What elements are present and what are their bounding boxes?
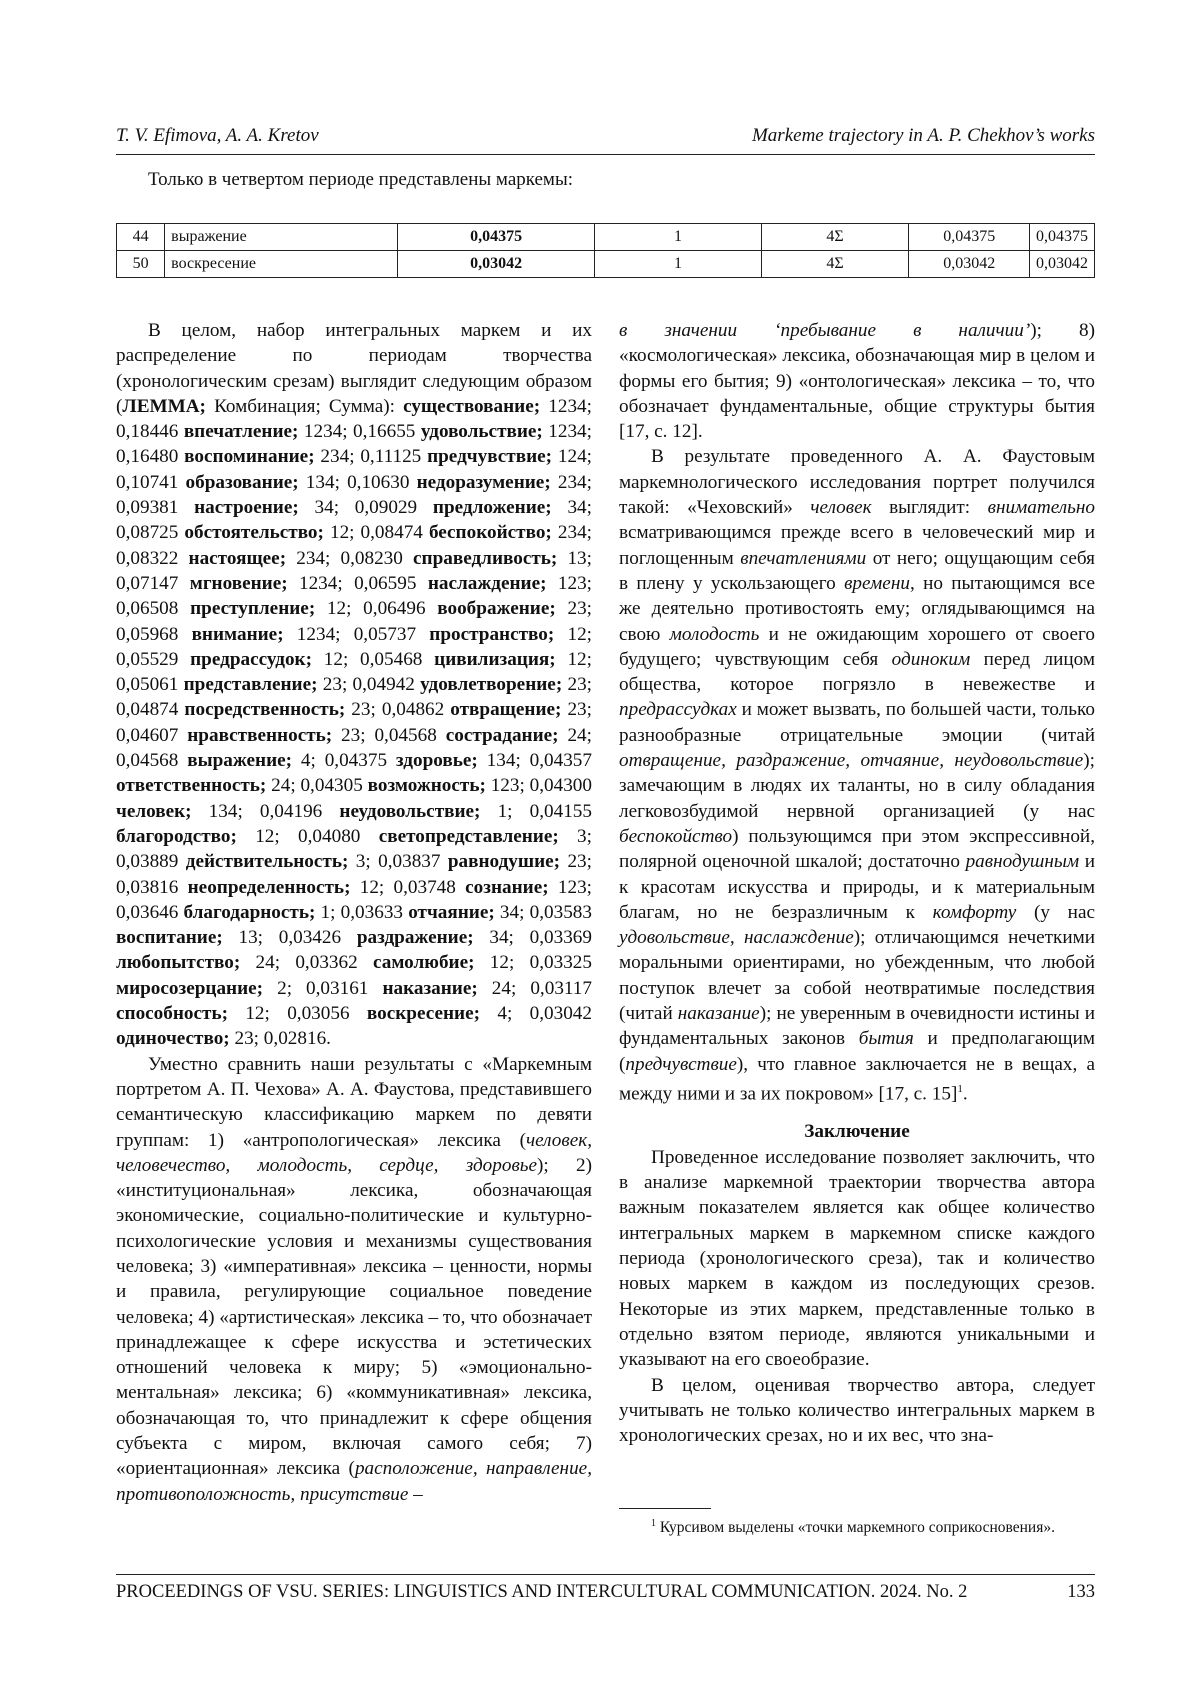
table-cell: 1	[595, 251, 762, 278]
table-cell: 0,04375	[909, 224, 1030, 251]
intro-paragraph: Только в четвертом периоде представлены маркемы:	[116, 168, 592, 192]
paragraph-conclusion-2: В целом, оценивая творчество автора, следует учитывать не только количество интегральных маркем в хронологических срезах, но и их вес, что зна-	[619, 1373, 1095, 1449]
markeme-table	[116, 223, 1095, 278]
footnote: 1 Курсивом выделены «точки маркемного соприкосновения».	[619, 1513, 1095, 1539]
section-title: Заключение	[619, 1119, 1095, 1144]
footnote-text: Курсивом выделены «точки маркемного соприкосновения».	[660, 1519, 1055, 1536]
footnote-separator	[619, 1508, 711, 1509]
running-header	[116, 124, 1095, 155]
table-cell: 44	[117, 224, 165, 251]
table-cell: 0,04375	[398, 224, 595, 251]
paragraph-continued: в значении ‘пребывание в наличии’); 8) «космологическая» лексика, обозначающая мир в целом и формы его бытия; 9) «онтологическая» лексика – то, что обозначает фундаментальные, общие структуры бытия [17, с. 12].	[619, 318, 1095, 444]
footer-journal: PROCEEDINGS OF VSU. SERIES: LINGUISTICS AND INTERCULTURAL COMMUNICATION. 2024. No. 2	[116, 1580, 967, 1604]
table-cell: 0,04375	[1030, 224, 1095, 251]
paragraph-markeme-list: В целом, набор интегральных маркем и их распределение по периодам творчества (хронологическим срезам) выглядит следующим образом (ЛЕММА; Комбинация; Сумма): существование; 1234; 0,18446 впечатление; 1234; 0,16655 удовольствие; 1234; 0,16480 воспоминание; 234; 0,11125 предчувствие; 124; 0,10741 образование; 134; 0,10630 недоразумение; 234; 0,09381 настроение; 34; 0,09029 предложение; 34; 0,08725 обстоятельство; 12; 0,08474 беспокойство; 234; 0,08322 настоящее; 234; 0,08230 справедливость; 13; 0,07147 мгновение; 1234; 0,06595 наслаждение; 123; 0,06508 преступление; 12; 0,06496 воображение; 23; 0,05968 внимание; 1234; 0,05737 пространство; 12; 0,05529 предрассудок; 12; 0,05468 цивилизация; 12; 0,05061 представление; 23; 0,04942 удовлетворение; 23; 0,04874 посредственность; 23; 0,04862 отвращение; 23; 0,04607 нравственность; 23; 0,04568 сострадание; 24; 0,04568 выражение; 4; 0,04375 здоровье; 134; 0,04357 ответственность; 24; 0,04305 возможность; 123; 0,04300 человек; 134; 0,04196 неудовольствие; 1; 0,04155 благородство; 12; 0,04080 светопредставление; 3; 0,03889 действительность; 3; 0,03837 равнодушие; 23; 0,03816 неопределенность; 12; 0,03748 сознание; 123; 0,03646 благодарность; 1; 0,03633 отчаяние; 34; 0,03583 воспитание; 13; 0,03426 раздражение; 34; 0,03369 любопытство; 24; 0,03362 самолюбие; 12; 0,03325 миросозерцание; 2; 0,03161 наказание; 24; 0,03117 способность; 12; 0,03056 воскресение; 4; 0,03042 одиночество; 23; 0,02816.	[116, 318, 592, 1052]
table-cell: 1	[595, 224, 762, 251]
table-row	[117, 224, 1095, 251]
table-cell: 0,03042	[398, 251, 595, 278]
paragraph-chekhov-portrait: В результате проведенного А. А. Фаустовым маркемнологического исследования портрет получился такой: «Чеховский» человек выглядит: внимательно всматривающимся прежде всего в человеческий мир и поглощенным впечатлениями от него; ощущающим себя в плену у ускользающего времени, но пытающимся все же деятельно противостоять ему; оглядывающимся на свою молодость и не ожидающим хорошего от своего будущего; чувствующим себя одиноким перед лицом общества, которое погрязло в невежестве и предрассудках и может вызвать, по большей части, только разнообразные отрицательные эмоции (читай отвращение, раздражение, отчаяние, неудовольствие); замечающим в людях их таланты, но в силу обладания легковозбудимой нервной организацией (у нас беспокойство) пользующимся при этом экспрессивной, полярной оценочной шкалой; достаточно равнодушным и к красотам искусства и природы, и к материальным благам, но не безразличным к комфорту (у нас удовольствие, наслаждение); отличающимся нечеткими моральными ориентирами, но убежденным, что любой поступок влечет за собой неотвратимые последствия (читай наказание); не уверенным в очевидности истины и фундаментальных законов бытия и предполагающим (предчувствие), что главное заключается не в вещах, а между ними и за их покровом» [17, с. 15]1.	[619, 444, 1095, 1106]
table-cell: 0,03042	[909, 251, 1030, 278]
page-number: 133	[1067, 1580, 1095, 1604]
table-cell: выражение	[165, 224, 398, 251]
paragraph-conclusion-1: Проведенное исследование позволяет заключить, что в анализе маркемной траектории творчества автора важным показателем является как общее количество интегральных маркем в маркемном списке каждого периода (хронологического среза), так и количество новых маркем в каждом из последующих срезов. Некоторые из этих маркем, представленные только в отдельно взятом периоде, являются уникальными и указывают на его своеобразие.	[619, 1145, 1095, 1373]
table-cell: воскресение	[165, 251, 398, 278]
table-cell: 50	[117, 251, 165, 278]
paragraph-faustov-comparison: Уместно сравнить наши результаты с «Маркемным портретом А. П. Чехова» А. А. Фаустова, представившего семантическую классификацию маркем по девяти группам: 1) «антропологическая» лексика (человек, человечество, молодость, сердце, здоровье); 2) «институциональная» лексика, обозначающая экономические, социально-политические и культурно-психологические условия и механизмы существования человека; 3) «императивная» лексика – ценности, нормы и правила, регулирующие социальное поведение человека; 4) «артистическая» лексика – то, что обозначает принадлежащее к сфере искусства и эстетических отношений человека к миру; 5) «эмоционально-ментальная» лексика; 6) «коммуникативная» лексика, обозначающая то, что принадлежит к сфере общения субъекта с миром, включая самого себя; 7) «ориентационная» лексика (расположение, направление, противоположность, присутствие –	[116, 1052, 592, 1507]
header-authors: T. V. Efimova, A. A. Kretov	[116, 124, 319, 148]
table-row	[117, 251, 1095, 278]
right-column	[619, 318, 1095, 1448]
table-cell: 0,03042	[1030, 251, 1095, 278]
page-footer	[116, 1574, 1095, 1579]
left-column	[116, 318, 592, 1507]
table-cell: 4Σ	[761, 224, 909, 251]
header-title: Markeme trajectory in A. P. Chekhov’s works	[752, 124, 1095, 148]
table-cell: 4Σ	[761, 251, 909, 278]
